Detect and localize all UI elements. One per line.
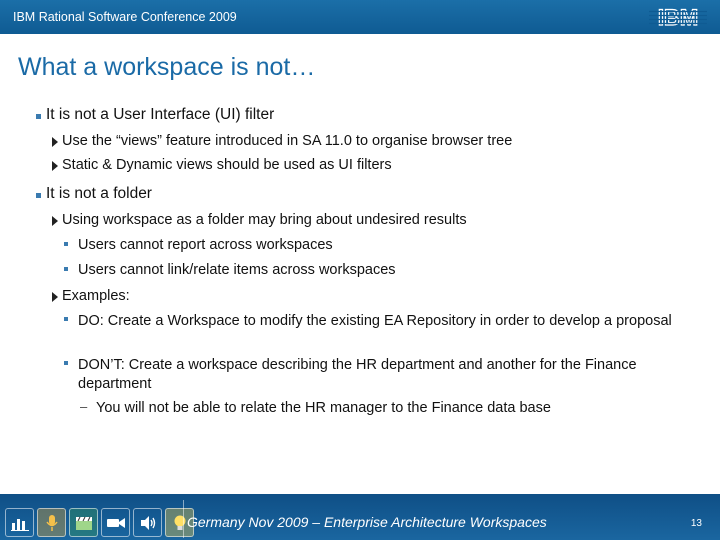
sub-bullet-text: Static & Dynamic views should be used as UI filters	[62, 157, 392, 173]
page-number: 13	[690, 518, 702, 529]
bullet-text: It is not a folder	[46, 185, 152, 202]
sub-sub-bullet-text: DO: Create a Workspace to modify the existing EA Repository in order to develop a proposal	[78, 313, 672, 329]
triangle-bullet-icon	[52, 216, 58, 226]
square-bullet-icon	[64, 361, 68, 365]
dash-bullet-icon: –	[80, 399, 88, 414]
triangle-bullet-icon	[52, 137, 58, 147]
triangle-bullet-icon	[52, 161, 58, 171]
sub-bullet-text: Using workspace as a folder may bring about undesired results	[62, 212, 467, 228]
square-bullet-icon	[64, 267, 68, 271]
microphone-icon	[37, 508, 66, 537]
footer-divider	[183, 500, 184, 538]
sub-bullet-text: Examples:	[62, 288, 130, 304]
bar-chart-icon	[5, 508, 34, 537]
svg-text:IBM: IBM	[657, 5, 699, 30]
footer-icon-strip	[5, 508, 194, 538]
square-bullet-icon	[36, 114, 41, 119]
triangle-bullet-icon	[52, 292, 58, 302]
clapperboard-icon	[69, 508, 98, 537]
square-bullet-icon	[64, 317, 68, 321]
sub-bullet-text: Use the “views” feature introduced in SA 11.0 to organise browser tree	[62, 133, 513, 149]
slide-title: What a workspace is not…	[18, 53, 316, 81]
sub-sub-sub-bullet-text: You will not be able to relate the HR manager to the Finance data base	[96, 400, 551, 416]
sub-sub-bullet-text: Users cannot link/relate items across workspaces	[78, 262, 396, 278]
speaker-icon	[133, 508, 162, 537]
video-camera-icon	[101, 508, 130, 537]
bullet-text: It is not a User Interface (UI) filter	[46, 106, 275, 123]
sub-sub-bullet-text: DON’T: Create a workspace describing the HR department and another for the Finance department	[78, 357, 637, 392]
sub-sub-bullet-text: Users cannot report across workspaces	[78, 237, 333, 253]
square-bullet-icon	[36, 193, 41, 198]
square-bullet-icon	[64, 242, 68, 246]
footer-title: Germany Nov 2009 – Enterprise Architecture Workspaces	[187, 514, 547, 530]
conference-title: IBM Rational Software Conference 2009	[13, 10, 237, 24]
